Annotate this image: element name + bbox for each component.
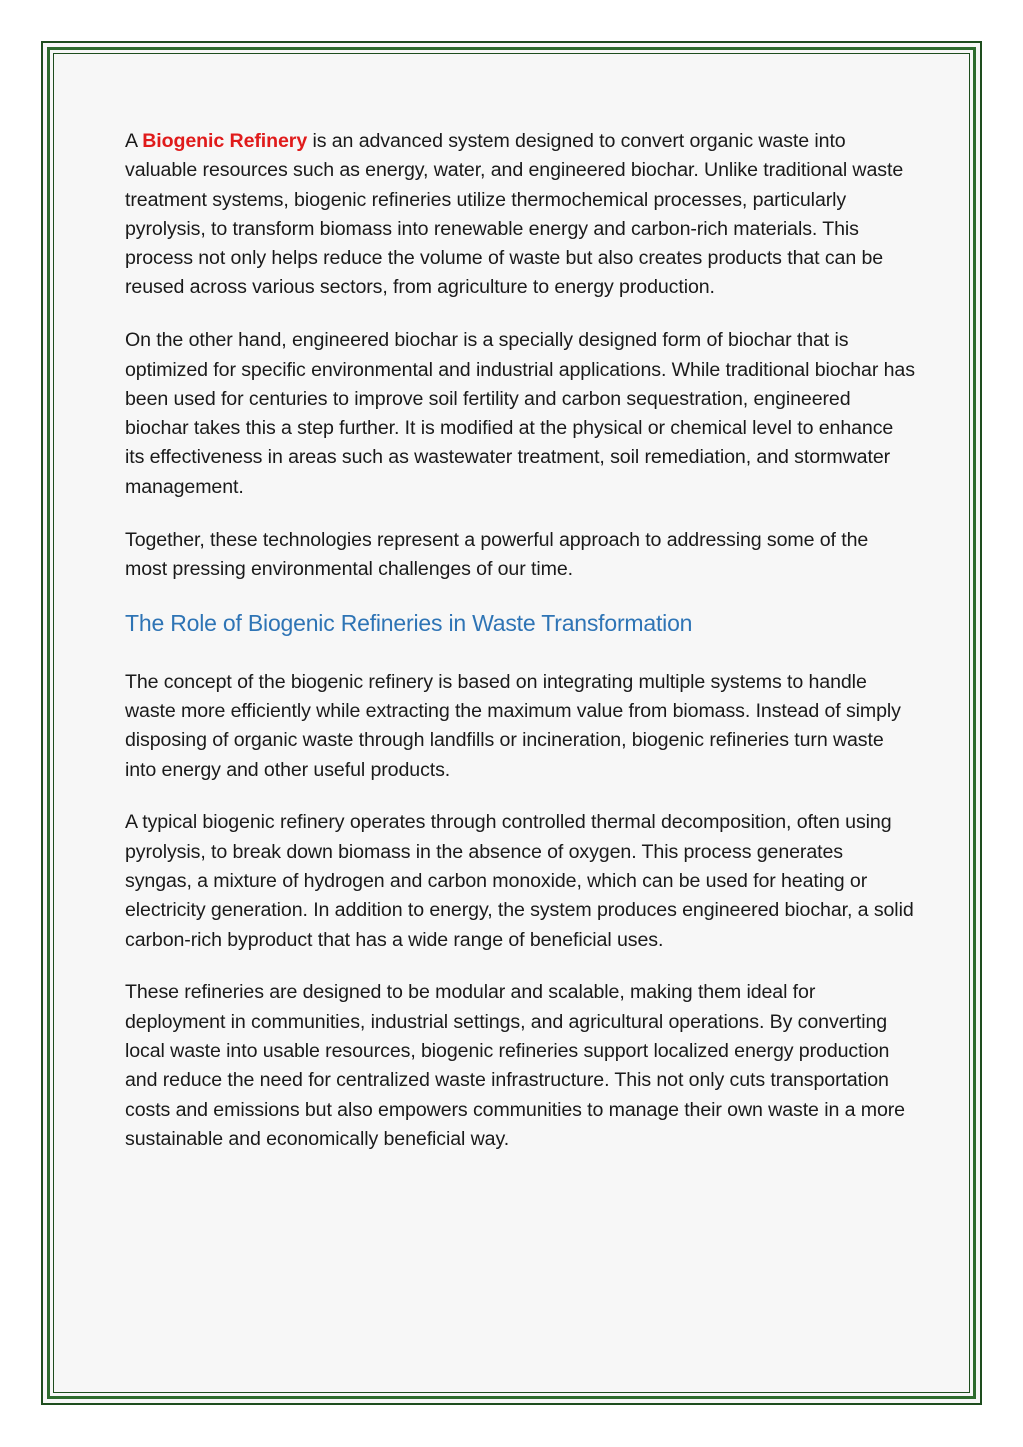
paragraph-engineered-biochar: On the other hand, engineered biochar is a specially designed form of biochar that is optimized for specific environmental and industrial applications. While traditional biochar has been used for centuries to improve soil fertility and carbon sequestration, engineered biochar takes this a step further. It is modified at the physical or chemical level to enhance its effectiveness in areas such as wastewater treatment, soil remediation, and stormwater management. — [125, 329, 915, 498]
intro-paragraph — [125, 127, 915, 303]
paragraph-typical-refinery: A typical biogenic refinery operates through controlled thermal decomposition, often using pyrolysis, to break down biomass in the absence of oxygen. This process generates syngas, a mixture of hydrogen and carbon monoxide, which can be used for heating or electricity generation. In addition to energy, the system produces engineered biochar, a solid carbon-rich byproduct that has a wide range of beneficial uses. — [125, 811, 914, 951]
paragraph-together: Together, these technologies represent a powerful approach to addressing some of the most pressing environmental challenges of our time. — [125, 528, 869, 580]
section-heading: The Role of Biogenic Refineries in Waste Transformation — [125, 609, 693, 636]
paragraph-modular: These refineries are designed to be modular and scalable, making them ideal for deployment in communities, industrial settings, and agricultural operations. By converting local waste into usable resources, biogenic refineries support localized energy production and reduce the need for centralized waste infrastructure. This not only cuts transportation costs and emissions but also empowers communities to manage their own waste in a more sustainable and economically beneficial way. — [125, 981, 905, 1150]
intro-prefix: A — [125, 130, 143, 152]
document-body — [125, 127, 915, 1178]
biogenic-refinery-highlight: Biogenic Refinery — [142, 130, 308, 152]
intro-rest: is an advanced system designed to convert organic waste into valuable resources such as energy, water, and engineered biochar. Unlike traditional waste treatment systems, biogenic refineries utilize thermochemical processes, particularly pyrolysis, to transform biomass into renewable energy and carbon-rich materials. This process not only helps reduce the volume of waste but also creates products that can be reused across various sectors, from agriculture to energy production. — [125, 130, 904, 299]
document-page — [41, 41, 982, 1405]
paragraph-concept: The concept of the biogenic refinery is based on integrating multiple systems to handle waste more efficiently while extracting the maximum value from biomass. Instead of simply disposing of organic waste through landfills or incineration, biogenic refineries turn waste into energy and other useful products. — [125, 670, 901, 781]
